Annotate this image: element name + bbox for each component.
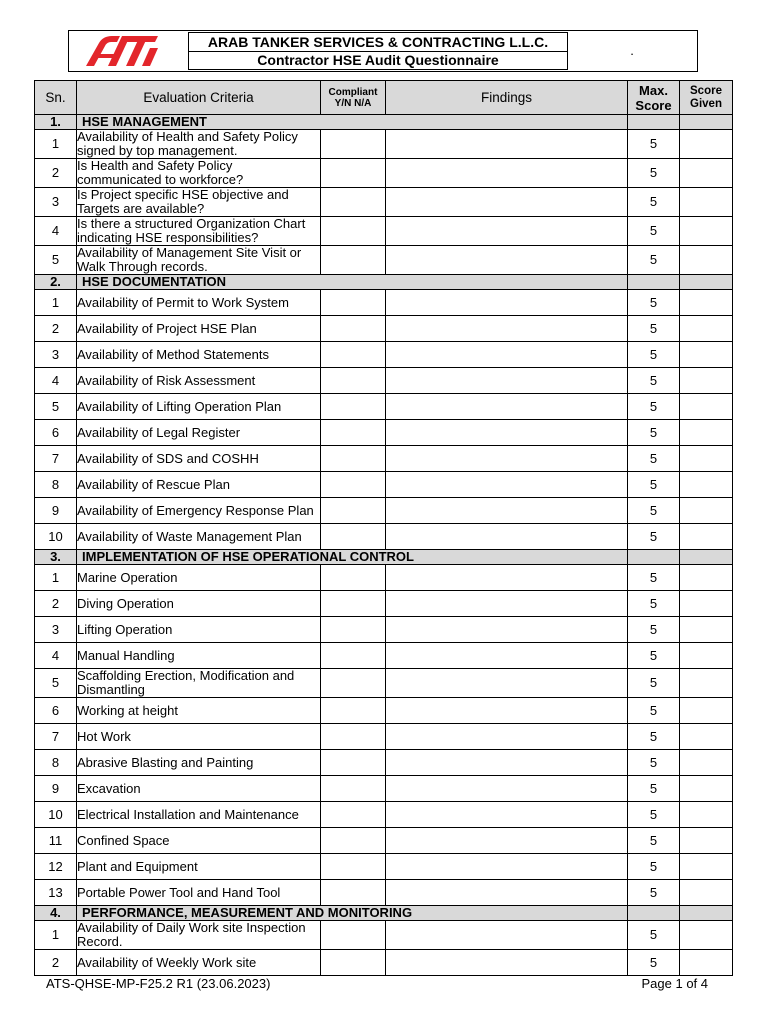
score-given-cell — [680, 420, 733, 446]
findings-cell — [386, 368, 628, 394]
score-given-label-line1: Score — [690, 84, 722, 97]
findings-cell — [386, 921, 628, 950]
document-title: Contractor HSE Audit Questionnaire — [257, 52, 499, 68]
criteria-row — [35, 880, 733, 906]
item-number: 5 — [35, 669, 77, 698]
criteria-row — [35, 130, 733, 159]
findings-cell — [386, 188, 628, 217]
findings-cell — [386, 246, 628, 275]
criteria-row — [35, 188, 733, 217]
compliant-options-label: Y/N N/A — [334, 97, 372, 109]
compliant-cell — [321, 669, 386, 698]
max-score: 5 — [628, 643, 680, 669]
section-number: 4. — [35, 906, 77, 921]
score-given-cell — [680, 921, 733, 950]
item-number: 6 — [35, 698, 77, 724]
compliant-cell — [321, 498, 386, 524]
criteria-text: Availability of Daily Work site Inspection Record. — [77, 921, 321, 950]
criteria-text: Electrical Installation and Maintenance — [77, 802, 321, 828]
section-max-score-cell — [628, 115, 680, 130]
ats-logo-icon — [86, 36, 158, 66]
max-score: 5 — [628, 420, 680, 446]
criteria-row — [35, 446, 733, 472]
section-score-given-cell — [680, 275, 733, 290]
header-title-block — [188, 32, 568, 70]
compliant-cell — [321, 290, 386, 316]
score-given-cell — [680, 617, 733, 643]
max-score: 5 — [628, 669, 680, 698]
section-max-score-cell — [628, 275, 680, 290]
score-given-cell — [680, 188, 733, 217]
document-header — [68, 30, 698, 72]
max-score: 5 — [628, 854, 680, 880]
compliant-cell — [321, 446, 386, 472]
criteria-text: Availability of Weekly Work site — [77, 950, 321, 976]
compliant-cell — [321, 921, 386, 950]
criteria-text: Diving Operation — [77, 591, 321, 617]
criteria-text: Availability of SDS and COSHH — [77, 446, 321, 472]
section-max-score-cell — [628, 550, 680, 565]
findings-cell — [386, 159, 628, 188]
column-header-sn: Sn. — [35, 81, 77, 115]
page-number: Page 1 of 4 — [641, 976, 708, 991]
max-score: 5 — [628, 159, 680, 188]
item-number: 3 — [35, 188, 77, 217]
compliant-cell — [321, 394, 386, 420]
criteria-row — [35, 290, 733, 316]
compliant-cell — [321, 130, 386, 159]
score-given-cell — [680, 130, 733, 159]
findings-cell — [386, 217, 628, 246]
section-title: HSE DOCUMENTATION — [77, 275, 628, 290]
max-score: 5 — [628, 921, 680, 950]
criteria-row — [35, 159, 733, 188]
findings-cell — [386, 565, 628, 591]
compliant-cell — [321, 802, 386, 828]
criteria-row — [35, 565, 733, 591]
score-given-cell — [680, 750, 733, 776]
criteria-text: Availability of Health and Safety Policy signed by top management. — [77, 130, 321, 159]
criteria-text: Availability of Legal Register — [77, 420, 321, 446]
score-given-cell — [680, 643, 733, 669]
max-score: 5 — [628, 316, 680, 342]
criteria-row — [35, 828, 733, 854]
max-score: 5 — [628, 750, 680, 776]
max-score: 5 — [628, 524, 680, 550]
score-given-cell — [680, 669, 733, 698]
criteria-row — [35, 394, 733, 420]
criteria-text: Abrasive Blasting and Painting — [77, 750, 321, 776]
criteria-text: Is there a structured Organization Chart indicating HSE responsibilities? — [77, 217, 321, 246]
item-number: 7 — [35, 446, 77, 472]
item-number: 4 — [35, 643, 77, 669]
findings-cell — [386, 394, 628, 420]
item-number: 10 — [35, 524, 77, 550]
criteria-row — [35, 643, 733, 669]
compliant-cell — [321, 316, 386, 342]
max-score: 5 — [628, 591, 680, 617]
findings-cell — [386, 724, 628, 750]
section-score-given-cell — [680, 550, 733, 565]
findings-cell — [386, 591, 628, 617]
criteria-text: Excavation — [77, 776, 321, 802]
compliant-cell — [321, 617, 386, 643]
section-number: 3. — [35, 550, 77, 565]
compliant-cell — [321, 246, 386, 275]
criteria-text: Availability of Lifting Operation Plan — [77, 394, 321, 420]
max-score: 5 — [628, 617, 680, 643]
score-given-cell — [680, 854, 733, 880]
item-number: 3 — [35, 342, 77, 368]
section-title: HSE MANAGEMENT — [77, 115, 628, 130]
max-score: 5 — [628, 472, 680, 498]
criteria-row — [35, 669, 733, 698]
item-number: 9 — [35, 776, 77, 802]
findings-cell — [386, 420, 628, 446]
criteria-row — [35, 921, 733, 950]
criteria-row — [35, 342, 733, 368]
compliant-cell — [321, 643, 386, 669]
item-number: 2 — [35, 159, 77, 188]
max-score: 5 — [628, 342, 680, 368]
criteria-row — [35, 316, 733, 342]
criteria-row — [35, 591, 733, 617]
score-given-cell — [680, 368, 733, 394]
column-header-compliant — [321, 81, 386, 115]
max-score-label-line1: Max. — [639, 82, 668, 98]
criteria-text: Lifting Operation — [77, 617, 321, 643]
item-number: 13 — [35, 880, 77, 906]
section-score-given-cell — [680, 115, 733, 130]
compliant-label: Compliant — [328, 86, 378, 98]
compliant-cell — [321, 750, 386, 776]
criteria-text: Availability of Emergency Response Plan — [77, 498, 321, 524]
max-score: 5 — [628, 802, 680, 828]
item-number: 6 — [35, 420, 77, 446]
column-header-findings: Findings — [386, 81, 628, 115]
criteria-row — [35, 750, 733, 776]
score-given-cell — [680, 316, 733, 342]
section-max-score-cell — [628, 906, 680, 921]
score-given-label-line2: Given — [690, 97, 722, 110]
max-score: 5 — [628, 880, 680, 906]
max-score: 5 — [628, 950, 680, 976]
item-number: 10 — [35, 802, 77, 828]
findings-cell — [386, 698, 628, 724]
score-given-cell — [680, 776, 733, 802]
findings-cell — [386, 342, 628, 368]
score-given-cell — [680, 591, 733, 617]
score-given-cell — [680, 159, 733, 188]
compliant-cell — [321, 565, 386, 591]
score-given-cell — [680, 880, 733, 906]
findings-cell — [386, 472, 628, 498]
item-number: 4 — [35, 368, 77, 394]
max-score: 5 — [628, 698, 680, 724]
criteria-text: Scaffolding Erection, Modification and Dismantling — [77, 669, 321, 698]
item-number: 3 — [35, 617, 77, 643]
criteria-row — [35, 368, 733, 394]
criteria-text: Is Project specific HSE objective and Targets are available? — [77, 188, 321, 217]
criteria-text: Plant and Equipment — [77, 854, 321, 880]
criteria-text: Working at height — [77, 698, 321, 724]
header-mark: . — [630, 43, 634, 58]
compliant-cell — [321, 591, 386, 617]
criteria-text: Marine Operation — [77, 565, 321, 591]
max-score: 5 — [628, 290, 680, 316]
findings-cell — [386, 950, 628, 976]
compliant-cell — [321, 159, 386, 188]
column-header-max-score — [628, 81, 680, 115]
findings-cell — [386, 316, 628, 342]
criteria-text: Availability of Rescue Plan — [77, 472, 321, 498]
criteria-row — [35, 524, 733, 550]
criteria-text: Availability of Management Site Visit or Walk Through records. — [77, 246, 321, 275]
criteria-row — [35, 724, 733, 750]
item-number: 12 — [35, 854, 77, 880]
max-score: 5 — [628, 828, 680, 854]
section-header-row — [35, 550, 733, 565]
compliant-cell — [321, 950, 386, 976]
score-given-cell — [680, 498, 733, 524]
item-number: 5 — [35, 394, 77, 420]
criteria-text: Manual Handling — [77, 643, 321, 669]
item-number: 1 — [35, 130, 77, 159]
document-code: ATS-QHSE-MP-F25.2 R1 (23.06.2023) — [46, 976, 271, 991]
section-title: PERFORMANCE, MEASUREMENT AND MONITORING — [77, 906, 628, 921]
item-number: 9 — [35, 498, 77, 524]
criteria-text: Availability of Risk Assessment — [77, 368, 321, 394]
table-header-row — [35, 81, 733, 115]
criteria-row — [35, 498, 733, 524]
item-number: 1 — [35, 921, 77, 950]
criteria-row — [35, 698, 733, 724]
company-name: ARAB TANKER SERVICES & CONTRACTING L.L.C. — [189, 33, 567, 52]
item-number: 2 — [35, 591, 77, 617]
item-number: 2 — [35, 950, 77, 976]
findings-cell — [386, 498, 628, 524]
criteria-text: Availability of Permit to Work System — [77, 290, 321, 316]
max-score-label-line2: Score — [635, 97, 672, 113]
criteria-row — [35, 217, 733, 246]
item-number: 4 — [35, 217, 77, 246]
criteria-text: Availability of Method Statements — [77, 342, 321, 368]
column-header-criteria: Evaluation Criteria — [77, 81, 321, 115]
section-header-row — [35, 275, 733, 290]
criteria-row — [35, 246, 733, 275]
findings-cell — [386, 880, 628, 906]
score-given-cell — [680, 446, 733, 472]
compliant-cell — [321, 188, 386, 217]
column-header-score-given — [680, 81, 733, 115]
compliant-cell — [321, 472, 386, 498]
compliant-cell — [321, 880, 386, 906]
item-number: 1 — [35, 565, 77, 591]
item-number: 8 — [35, 750, 77, 776]
compliant-cell — [321, 698, 386, 724]
compliant-cell — [321, 854, 386, 880]
score-given-cell — [680, 698, 733, 724]
findings-cell — [386, 828, 628, 854]
criteria-text: Availability of Project HSE Plan — [77, 316, 321, 342]
findings-cell — [386, 524, 628, 550]
section-score-given-cell — [680, 906, 733, 921]
max-score: 5 — [628, 776, 680, 802]
findings-cell — [386, 802, 628, 828]
findings-cell — [386, 643, 628, 669]
section-number: 1. — [35, 115, 77, 130]
max-score: 5 — [628, 246, 680, 275]
compliant-cell — [321, 217, 386, 246]
criteria-row — [35, 776, 733, 802]
criteria-row — [35, 950, 733, 976]
section-number: 2. — [35, 275, 77, 290]
item-number: 11 — [35, 828, 77, 854]
item-number: 8 — [35, 472, 77, 498]
findings-cell — [386, 446, 628, 472]
findings-cell — [386, 290, 628, 316]
score-given-cell — [680, 565, 733, 591]
max-score: 5 — [628, 188, 680, 217]
compliant-cell — [321, 724, 386, 750]
criteria-text: Portable Power Tool and Hand Tool — [77, 880, 321, 906]
compliant-cell — [321, 524, 386, 550]
findings-cell — [386, 130, 628, 159]
max-score: 5 — [628, 724, 680, 750]
criteria-text: Availability of Waste Management Plan — [77, 524, 321, 550]
item-number: 2 — [35, 316, 77, 342]
criteria-text: Confined Space — [77, 828, 321, 854]
max-score: 5 — [628, 368, 680, 394]
findings-cell — [386, 854, 628, 880]
score-given-cell — [680, 724, 733, 750]
score-given-cell — [680, 394, 733, 420]
compliant-cell — [321, 420, 386, 446]
item-number: 1 — [35, 290, 77, 316]
compliant-cell — [321, 828, 386, 854]
section-header-row — [35, 115, 733, 130]
criteria-row — [35, 472, 733, 498]
score-given-cell — [680, 524, 733, 550]
score-given-cell — [680, 472, 733, 498]
findings-cell — [386, 750, 628, 776]
item-number: 7 — [35, 724, 77, 750]
max-score: 5 — [628, 217, 680, 246]
section-header-row — [35, 906, 733, 921]
score-given-cell — [680, 950, 733, 976]
criteria-row — [35, 854, 733, 880]
max-score: 5 — [628, 394, 680, 420]
audit-table — [34, 80, 733, 976]
compliant-cell — [321, 342, 386, 368]
criteria-row — [35, 420, 733, 446]
criteria-text: Hot Work — [77, 724, 321, 750]
max-score: 5 — [628, 565, 680, 591]
section-title: IMPLEMENTATION OF HSE OPERATIONAL CONTROL — [77, 550, 628, 565]
score-given-cell — [680, 217, 733, 246]
findings-cell — [386, 776, 628, 802]
score-given-cell — [680, 802, 733, 828]
findings-cell — [386, 617, 628, 643]
score-given-cell — [680, 828, 733, 854]
findings-cell — [386, 669, 628, 698]
criteria-text: Is Health and Safety Policy communicated to workforce? — [77, 159, 321, 188]
score-given-cell — [680, 246, 733, 275]
criteria-row — [35, 617, 733, 643]
compliant-cell — [321, 776, 386, 802]
item-number: 5 — [35, 246, 77, 275]
audit-table-body — [35, 115, 733, 976]
max-score: 5 — [628, 446, 680, 472]
score-given-cell — [680, 290, 733, 316]
max-score: 5 — [628, 130, 680, 159]
criteria-row — [35, 802, 733, 828]
score-given-cell — [680, 342, 733, 368]
compliant-cell — [321, 368, 386, 394]
max-score: 5 — [628, 498, 680, 524]
